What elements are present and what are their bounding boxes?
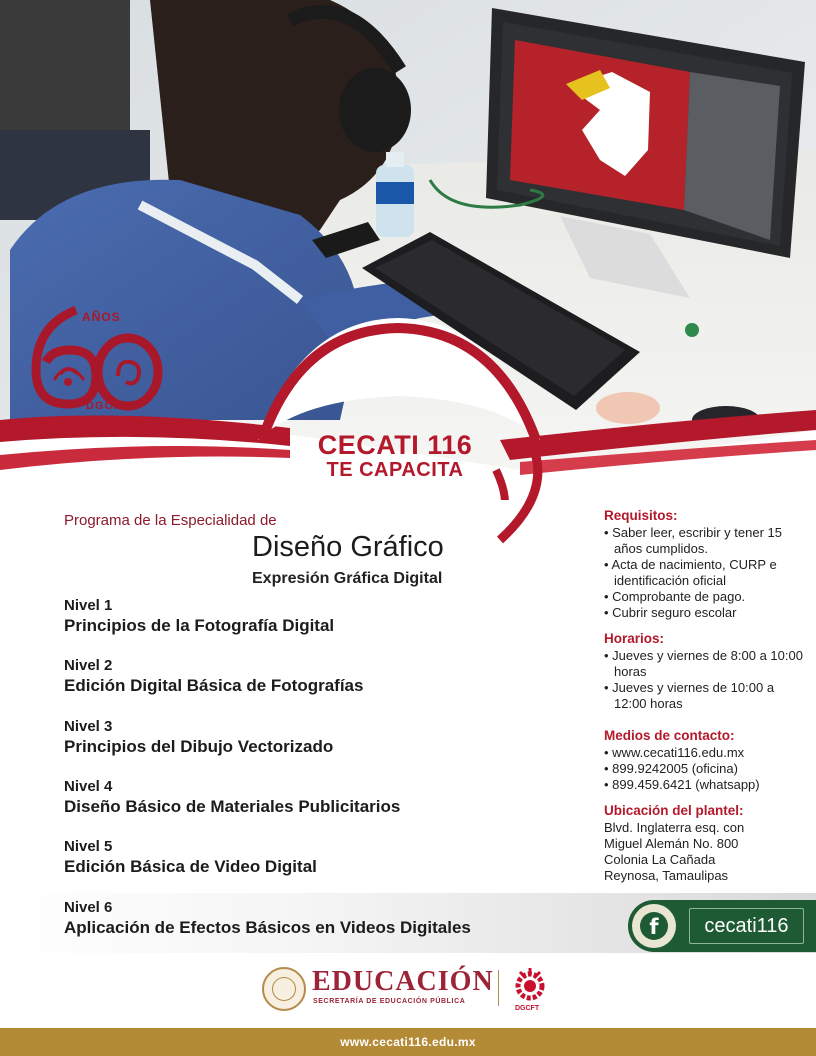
list-item: • Jueves y viernes de 8:00 a 10:00 horas <box>604 648 809 680</box>
level-name: Aplicación de Efectos Básicos en Videos Digitales <box>64 918 471 937</box>
level-number: Nivel 5 <box>64 838 113 855</box>
sixty-years-logo <box>30 300 170 418</box>
dgcft-label: DGCFT <box>515 1005 540 1012</box>
level-name: Diseño Básico de Materiales Publicitarios <box>64 797 401 816</box>
program-intro: Programa de la Especialidad de <box>64 512 277 529</box>
facebook-icon-frame[interactable] <box>632 904 676 948</box>
education-title: EDUCACIÓN <box>312 966 494 997</box>
national-seal-icon <box>262 967 306 1011</box>
requirements-section <box>604 508 809 621</box>
contact-list <box>604 745 809 793</box>
requirements-list <box>604 525 809 621</box>
footer-website-link[interactable]: www.cecati116.edu.mx <box>340 1035 476 1049</box>
level-item-4 <box>64 778 400 817</box>
address-line: Reynosa, Tamaulipas <box>604 868 729 883</box>
contact-office-phone: • 899.9242005 (oficina) <box>604 761 809 777</box>
level-number: Nivel 2 <box>64 657 113 674</box>
level-name: Edición Digital Básica de Fotografías <box>64 676 364 695</box>
schedule-list <box>604 648 809 712</box>
address-line: Blvd. Inglaterra esq. con <box>604 820 745 835</box>
headline-subtitle: TE CAPACITA <box>326 459 464 481</box>
education-subtitle: SECRETARÍA DE EDUCACIÓN PÚBLICA <box>313 998 466 1005</box>
logo-years-label: AÑOS <box>82 310 121 324</box>
facebook-icon[interactable]: f <box>640 912 668 940</box>
facebook-social-badge[interactable] <box>628 900 816 952</box>
list-item: • Jueves y viernes de 10:00 a 12:00 horas <box>604 680 809 712</box>
level-item-6 <box>64 899 471 938</box>
hero-illustration <box>0 0 816 500</box>
headline-title: CECATI 116 <box>317 430 473 460</box>
level-name: Principios de la Fotografía Digital <box>64 616 335 635</box>
logo-org-label: DGCFT <box>86 400 129 412</box>
contact-whatsapp-phone: • 899.459.6421 (whatsapp) <box>604 777 809 793</box>
seal-inner-ring <box>272 977 296 1001</box>
level-name: Edición Básica de Video Digital <box>64 857 317 876</box>
program-title: Diseño Gráfico <box>252 531 444 563</box>
headline-badge <box>270 430 520 482</box>
hero-photo <box>0 0 816 500</box>
requirements-heading: Requisitos: <box>604 508 678 523</box>
level-number: Nivel 3 <box>64 718 113 735</box>
level-name: Principios del Dibujo Vectorizado <box>64 737 334 756</box>
address-line: Colonia La Cañada <box>604 852 716 867</box>
program-subtitle: Expresión Gráfica Digital <box>252 570 443 587</box>
social-handle[interactable]: cecati116 <box>689 908 804 944</box>
level-item-5 <box>64 838 317 877</box>
schedule-section <box>604 631 809 712</box>
schedule-heading: Horarios: <box>604 631 665 646</box>
list-item: • Saber leer, escribir y tener 15 años cumplidos. <box>604 525 809 557</box>
level-item-3 <box>64 718 333 757</box>
level-item-1 <box>64 597 334 636</box>
level-number: Nivel 6 <box>64 899 113 916</box>
list-item: • Acta de nacimiento, CURP e identificación oficial <box>604 557 809 589</box>
location-heading: Ubicación del plantel: <box>604 803 744 818</box>
level-item-2 <box>64 657 363 696</box>
contact-heading: Medios de contacto: <box>604 728 735 743</box>
footer-divider <box>498 970 499 1006</box>
contact-section <box>604 728 809 793</box>
list-item: • Comprobante de pago. <box>604 589 809 605</box>
address-line: Miguel Alemán No. 800 <box>604 836 739 851</box>
contact-website-link[interactable]: • www.cecati116.edu.mx <box>604 745 809 761</box>
list-item: • Cubrir seguro escolar <box>604 605 809 621</box>
level-number: Nivel 1 <box>64 597 113 614</box>
location-section <box>604 803 809 884</box>
level-number: Nivel 4 <box>64 778 113 795</box>
info-column <box>604 508 809 894</box>
